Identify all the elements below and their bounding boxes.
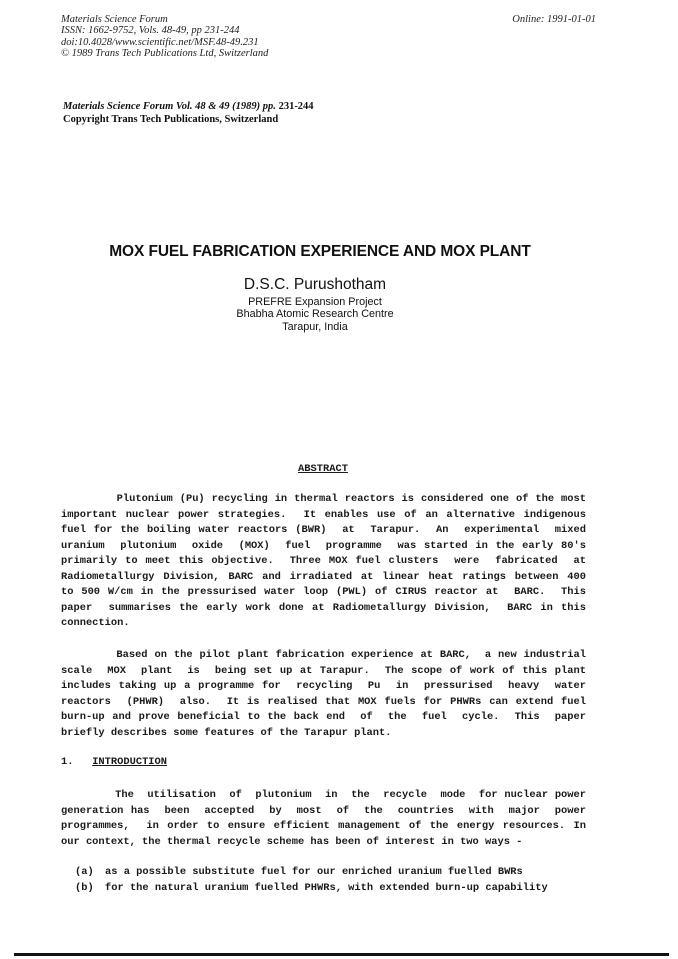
- text-line: paper summarises the early work done at Radiometallurgy Division, BARC in this: [61, 601, 586, 614]
- list-item-label: (b): [75, 881, 94, 894]
- abstract-heading: ABSTRACT: [298, 463, 348, 475]
- text-line: includes taking up a programme for recycling Pu in pressurised heavy water: [61, 680, 586, 692]
- section-number: 1.: [61, 756, 93, 768]
- text-line: Plutonium (Pu) recycling in thermal reactors is considered one of the most: [61, 493, 586, 505]
- paper-title: MOX FUEL FABRICATION EXPERIENCE AND MOX PLANT: [109, 243, 531, 260]
- text-line: Radiometallurgy Division, BARC and irradiated at linear heat ratings between 400: [61, 570, 586, 583]
- text-line: our context, the thermal recycle scheme has been of interest in two ways -: [61, 835, 523, 848]
- author-name: D.S.C. Purushotham: [243, 276, 387, 293]
- journal-volume-line: [63, 100, 314, 113]
- list-item: [75, 865, 587, 881]
- abstract-paragraph-1: [61, 492, 586, 632]
- text-line: The utilisation of plutonium in the recycle mode for nuclear power: [61, 789, 586, 801]
- text-line: programmes, in order to ensure efficient management of the energy resources. In: [61, 820, 586, 832]
- list-item-text: as a possible substitute fuel for our enriched uranium fuelled BWRs: [105, 866, 523, 878]
- issn-line: ISSN: 1662-9752, Vols. 48-49, pp 231-244: [61, 25, 240, 37]
- section-heading-introduction: [61, 756, 167, 768]
- text-line: uranium plutonium oxide (MOX) fuel programme was started in the early 80's: [61, 539, 586, 552]
- text-line: to 500 W/cm in the pressurised water loop (PWL) of CIRUS reactor at BARC. This: [61, 586, 586, 598]
- journal-volume-text: Materials Science Forum Vol. 48 & 49 (1989) pp.: [63, 101, 276, 112]
- list-item: [75, 881, 587, 897]
- text-line: briefly describes some features of the Tarapur plant.: [61, 726, 392, 739]
- section-title: INTRODUCTION: [92, 756, 168, 768]
- list-item-label: (a): [75, 866, 94, 878]
- affiliation-project: PREFRE Expansion Project: [248, 296, 382, 308]
- page-bottom-rule: [14, 953, 669, 956]
- online-date: [512, 14, 596, 25]
- affiliation-institution: Bhabha Atomic Research Centre: [236, 308, 394, 321]
- text-line: generation has been accepted by most of the countries with major power: [61, 804, 586, 817]
- text-line: burn-up and prove beneficial to the back end of the fuel cycle. This paper: [61, 711, 586, 723]
- introduction-list: [75, 865, 587, 896]
- abstract-paragraph-2: [61, 648, 586, 741]
- journal-pages: 231-244: [275, 101, 314, 112]
- journal-copyright: Copyright Trans Tech Publications, Switzerland: [63, 114, 279, 125]
- author-affiliation: [0, 296, 630, 333]
- list-item-text: for the natural uranium fuelled PHWRs, with extended burn-up capability: [105, 881, 548, 894]
- copyright-line: © 1989 Trans Tech Publications Ltd, Switzerland: [61, 47, 269, 59]
- text-line: scale MOX plant is being set up at Tarapur. The scope of work of this plant: [61, 664, 586, 677]
- journal-citation: [63, 100, 314, 126]
- text-line: fuel for the boiling water reactors (BWR) at Tarapur. An experimental mixed: [61, 524, 586, 536]
- text-line: Based on the pilot plant fabrication experience at BARC, a new industrial: [61, 649, 586, 661]
- online-date-text: Online: 1991-01-01: [512, 14, 596, 25]
- text-line: primarily to meet this objective. Three MOX fuel clusters were fabricated at: [61, 555, 586, 567]
- introduction-paragraph: [61, 788, 586, 850]
- text-line: connection.: [61, 617, 130, 629]
- publication-metadata: [61, 14, 268, 59]
- affiliation-location: Tarapur, India: [282, 320, 348, 333]
- doi-line: doi:10.4028/www.scientific.net/MSF.48-49.231: [61, 36, 259, 48]
- journal-name: Materials Science Forum: [61, 14, 168, 25]
- text-line: important nuclear power strategies. It enables use of an alternative indigenous: [61, 508, 586, 521]
- text-line: reactors (PHWR) also. It is realised that MOX fuels for PHWRs can extend fuel: [61, 695, 586, 708]
